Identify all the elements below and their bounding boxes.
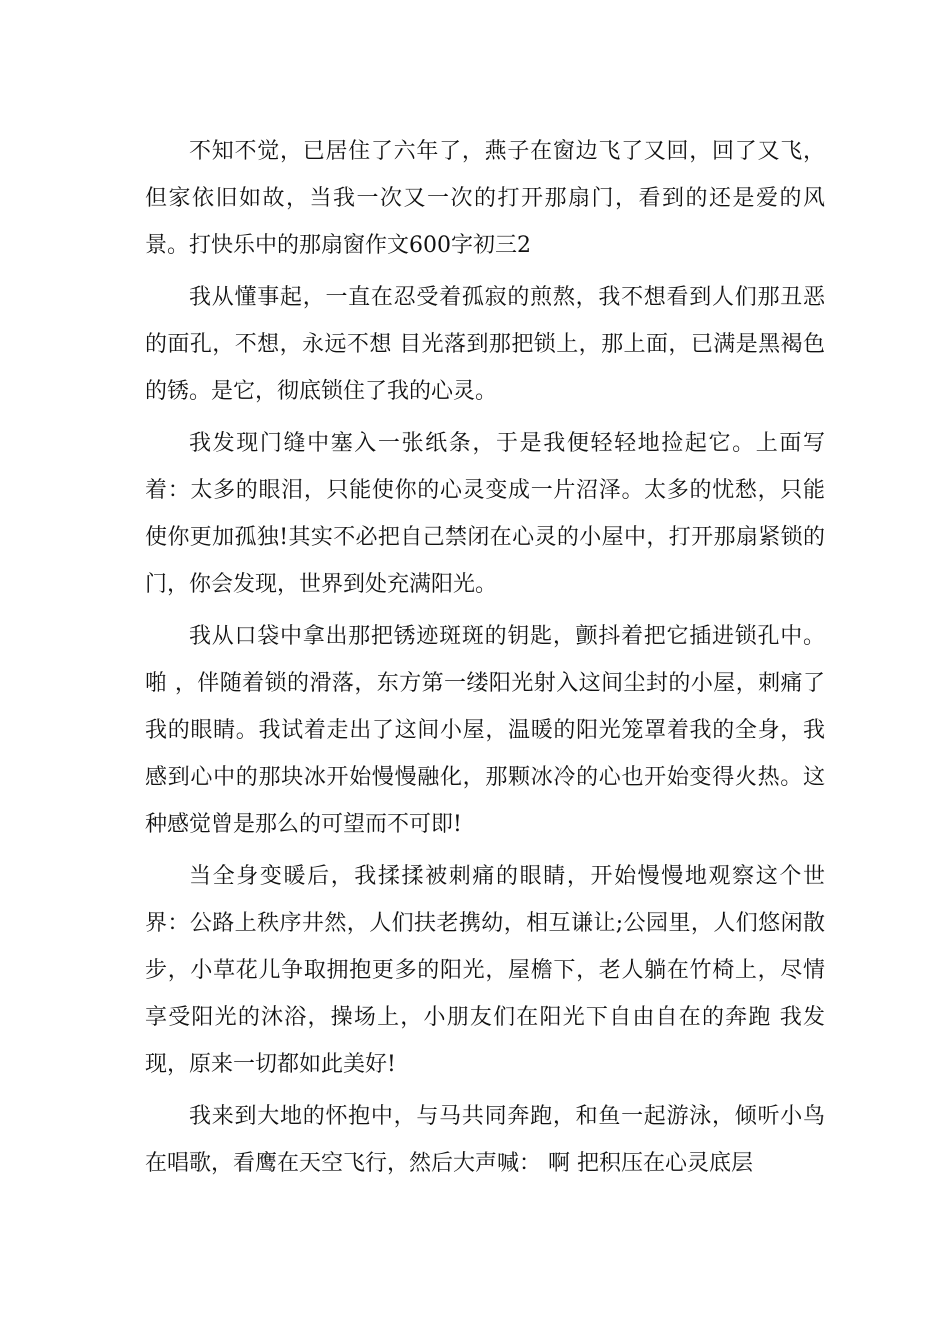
paragraph-4: 我从口袋中拿出那把锈迹斑斑的钥匙，颤抖着把它插进锁孔中。 啪 ，伴随着锁的滑落，东方第一缕阳光射入这间尘封的小屋，刺痛了我的眼睛。我试着走出了这间小屋，温暖的阳光笼罩着我的全身，我感到心中的那块冰开始慢慢融化，那颗冰冷的心也开始变得火热。这种感觉曾是那么的可望而不可即! (145, 624, 825, 837)
essay-body (145, 128, 825, 1192)
paragraph-6: 我来到大地的怀抱中，与马共同奔跑，和鱼一起游泳，倾听小鸟在唱歌，看鹰在天空飞行，然后大声喊： 啊 把积压在心灵底层 (145, 1104, 825, 1176)
paragraph-3: 我发现门缝中塞入一张纸条，于是我便轻轻地捡起它。上面写着：太多的眼泪，只能使你的心灵变成一片沼泽。太多的忧愁，只能使你更加孤独!其实不必把自己禁闭在心灵的小屋中，打开那扇紧锁的门，你会发现，世界到处充满阳光。 (145, 431, 825, 597)
paragraph-1: 不知不觉，已居住了六年了，燕子在窗边飞了又回，回了又飞，但家依旧如故，当我一次又一次的打开那扇门，看到的还是爱的风景。打快乐中的那扇窗作文600字初三2 (145, 139, 825, 258)
paragraph-2: 我从懂事起，一直在忍受着孤寂的煎熬，我不想看到人们那丑恶的面孔，不想，永远不想 目光落到那把锁上，那上面，已满是黑褐色的锈。是它，彻底锁住了我的心灵。 (145, 285, 825, 404)
paragraph-5: 当全身变暖后，我揉揉被刺痛的眼睛，开始慢慢地观察这个世界：公路上秩序井然，人们扶老携幼，相互谦让;公园里，人们悠闲散步，小草花儿争取拥抱更多的阳光，屋檐下，老人躺在竹椅上，尽情享受阳光的沐浴，操场上，小朋友们在阳光下自由自在的奔跑 我发现，原来一切都如此美好! (145, 864, 825, 1077)
